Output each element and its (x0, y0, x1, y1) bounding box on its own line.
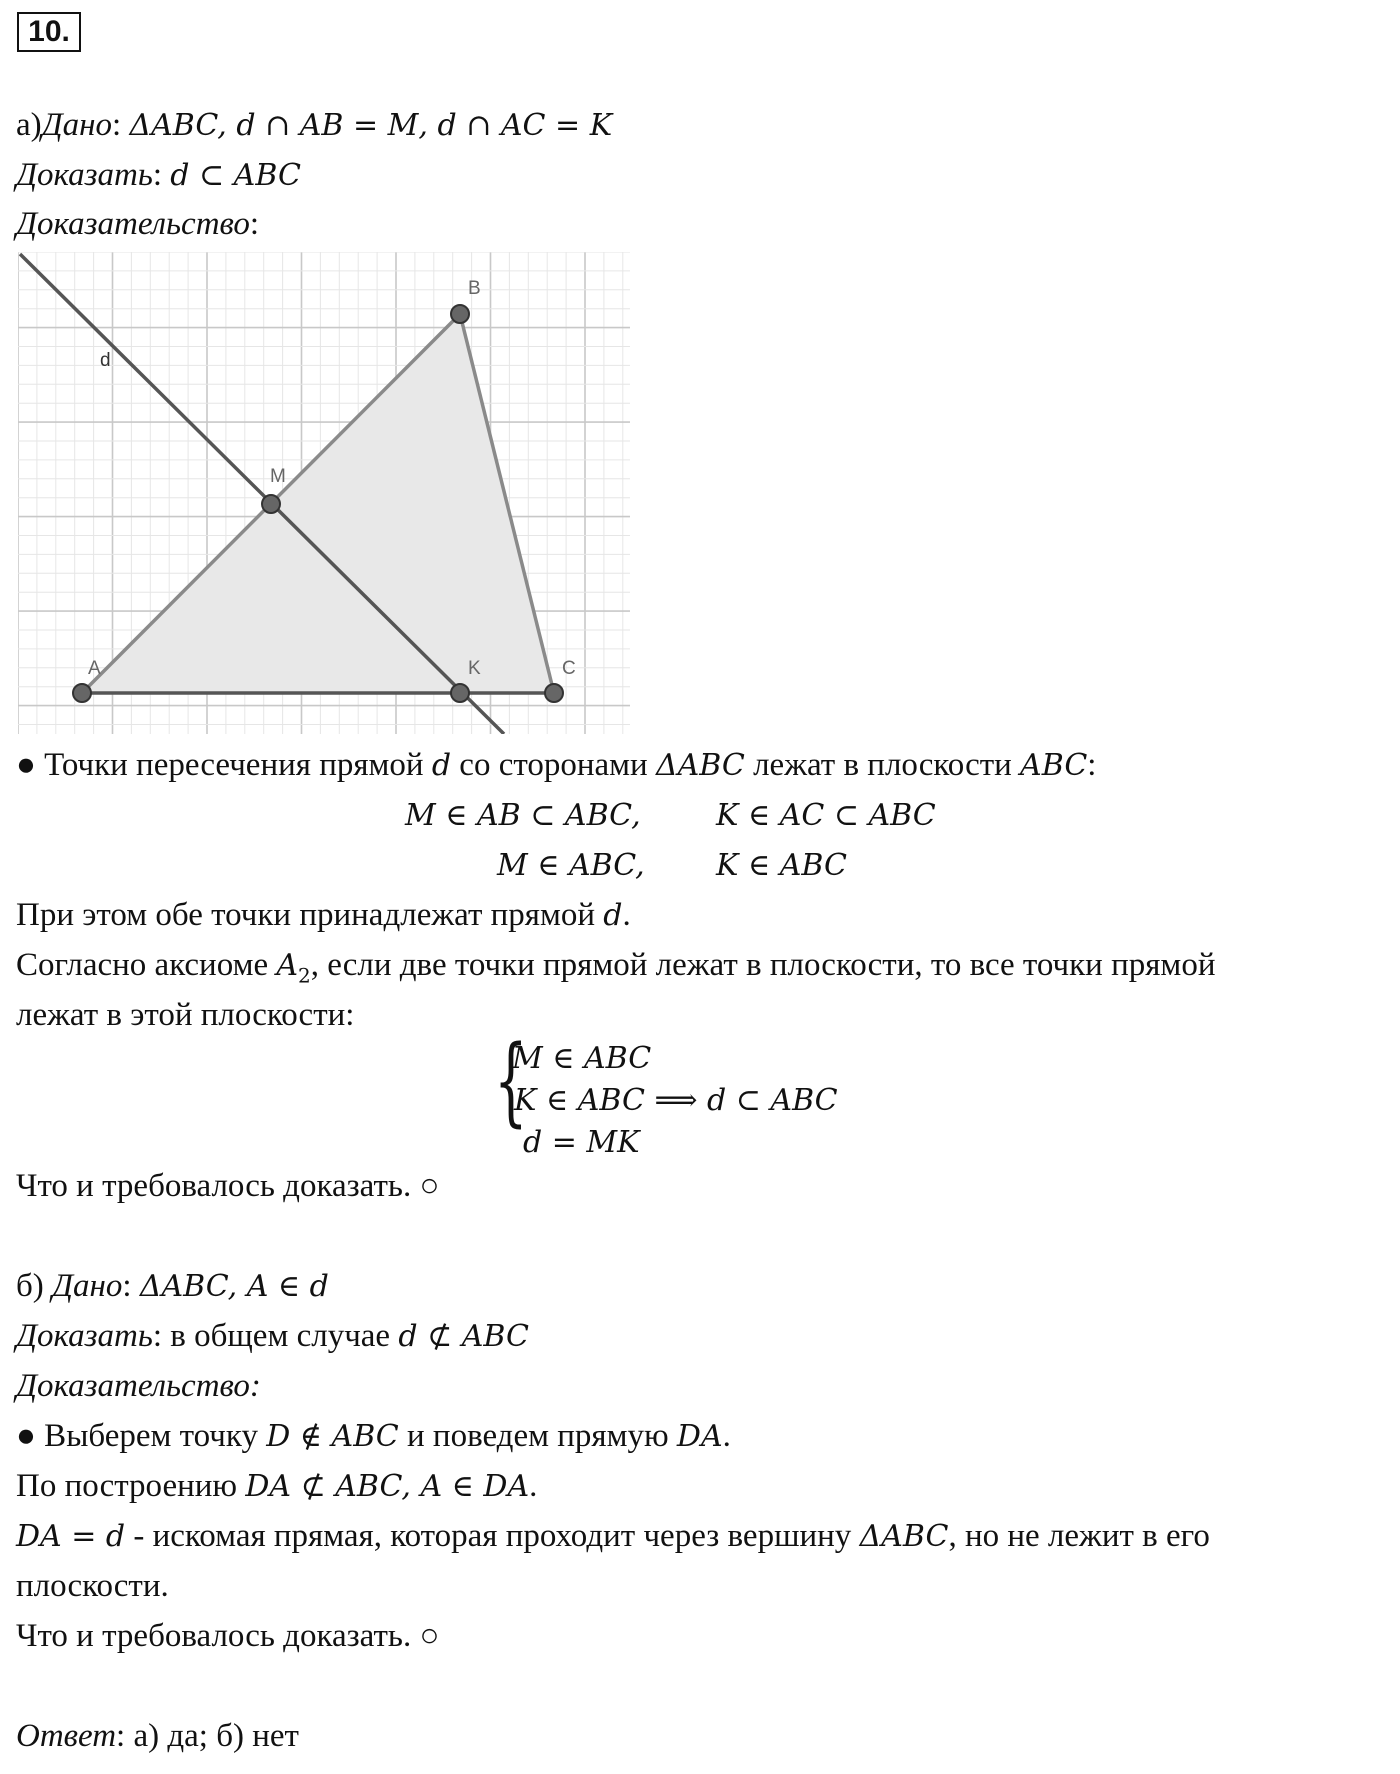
point-a (73, 684, 91, 702)
part-b-result-line-2: плоскости. (16, 1568, 169, 1604)
label-a: A (88, 658, 101, 679)
bullet-intersection: ● Точки пересечения прямой d со сторонами ΔABC лежат в плоскости ABC: (16, 747, 1097, 783)
equation-2-right: K ∈ ABC (716, 848, 847, 883)
prove-expression: d ⊂ ABC (170, 158, 301, 193)
part-a-given: а)Дано: ΔABC, d ∩ AB = M, d ∩ AC = K (16, 107, 613, 143)
part-b-prove: Доказать: в общем случае d ⊄ ABC (16, 1318, 529, 1354)
problem-number: 10. (17, 12, 81, 52)
part-a-qed: Что и требовалось доказать. ○ (16, 1168, 440, 1204)
equation-2-left: M ∈ ABC, (497, 848, 645, 883)
given-label: Дано (41, 107, 113, 143)
part-b-result: DA = d - искомая прямая, которая проходит через вершину ΔABC, но не лежит в его (16, 1518, 1210, 1554)
point-m (262, 495, 280, 513)
given-expression: ΔABC, d ∩ AB = M, d ∩ AC = K (129, 108, 613, 143)
equation-1-left: M ∈ AB ⊂ ABC, (405, 798, 641, 833)
part-b-proof-heading: Доказательство: (16, 1368, 261, 1404)
part-a-proof-heading: Доказательство: (16, 206, 260, 242)
label-d: d (100, 350, 111, 371)
axiom-line: Согласно аксиоме $A_2$, если две точки прямой лежат в плоскости, то все точки прямой (16, 947, 1216, 988)
triangle-figure (18, 252, 638, 734)
label-c: C (562, 658, 576, 679)
part-b-given: б) Дано: ΔABC, A ∈ d (16, 1268, 329, 1304)
part-b-qed: Что и требовалось доказать. ○ (16, 1618, 440, 1654)
part-a-prove: Доказать: d ⊂ ABC (16, 157, 301, 193)
system-brace: { (494, 1025, 528, 1137)
both-points-line: При этом обе точки принадлежат прямой d. (16, 897, 631, 933)
label-k: K (468, 658, 481, 679)
part-b-bullet: ● Выберем точку D ∉ ABC и поведем прямую DA. (16, 1418, 731, 1454)
triangle-abc-fill (82, 314, 554, 693)
prove-label: Доказать (16, 157, 153, 193)
system-line-2: K ∈ ABC ⟹ d ⊂ ABC (514, 1083, 838, 1118)
system-line-3: d = MK (523, 1125, 640, 1160)
label-m: M (270, 466, 286, 487)
point-c (545, 684, 563, 702)
point-k (451, 684, 469, 702)
point-b (451, 305, 469, 323)
answer-line: Ответ: а) да; б) нет (16, 1718, 299, 1754)
system-line-1: M ∈ ABC (512, 1041, 652, 1076)
equation-1-right: K ∈ AC ⊂ ABC (716, 798, 936, 833)
axiom-line-2: лежат в этой плоскости: (16, 997, 355, 1033)
label-b: B (468, 278, 481, 299)
part-b-construction: По построению DA ⊄ ABC, A ∈ DA. (16, 1468, 538, 1504)
